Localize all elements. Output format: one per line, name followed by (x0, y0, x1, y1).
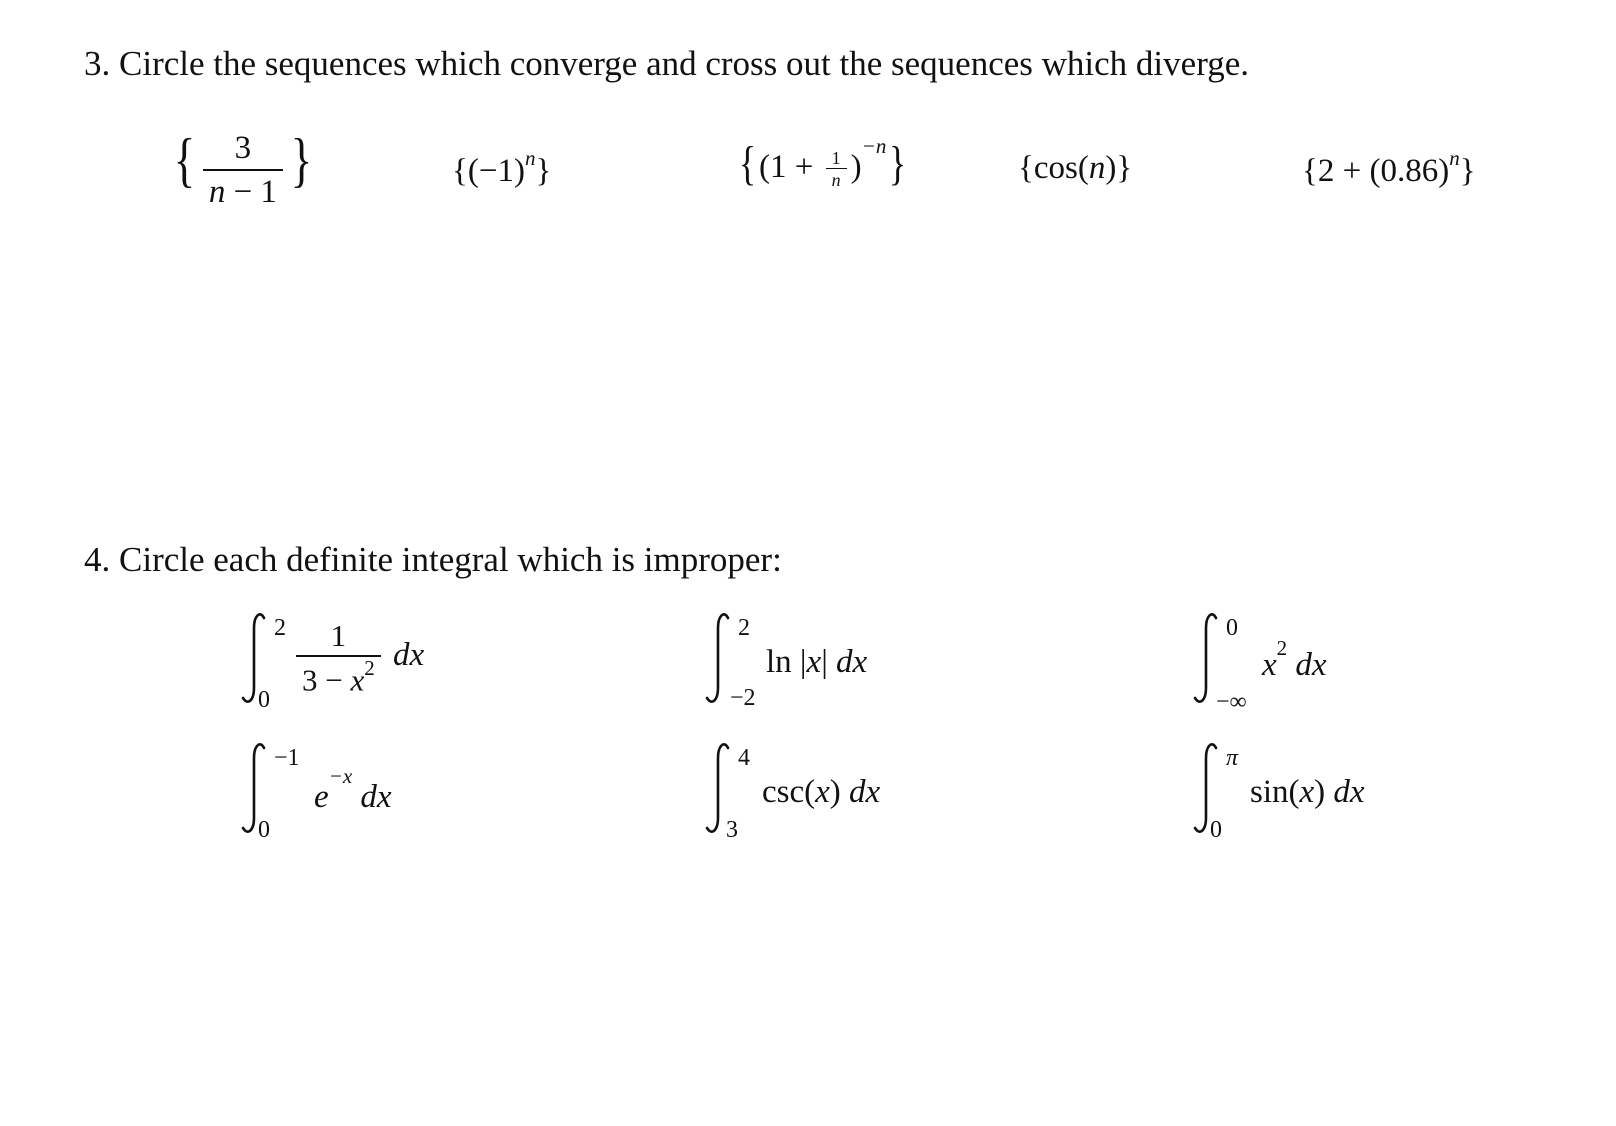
integrand: $x^2$ dx (1262, 636, 1327, 683)
lower-limit: 0 (258, 817, 270, 843)
sequence-4[interactable]: {cos(n)} (1018, 150, 1133, 186)
integrand: $e^{-x}$ dx (314, 764, 392, 815)
lower-limit: 0 (1210, 817, 1222, 843)
sequence-5[interactable]: $\{2 + (0.86)^n\}$ (1302, 146, 1476, 189)
integral-3[interactable] (1192, 612, 1372, 722)
integral-6[interactable] (1192, 742, 1412, 852)
question-4-text: 4. Circle each definite integral which is improper: (84, 540, 782, 579)
integral-2[interactable] (704, 612, 924, 722)
integrand: csc(x) dx (762, 774, 881, 810)
integral-5[interactable] (704, 742, 924, 852)
upper-limit: π (1226, 745, 1239, 771)
upper-limit: 4 (738, 745, 750, 771)
integral-sign-icon (704, 612, 732, 704)
fraction: $\frac{3}{n - 1}$ (203, 132, 283, 209)
sequence-3[interactable]: {(1 + $\frac{1}{n}$ )$^{-n}$} (738, 134, 907, 191)
integral-1[interactable] (240, 612, 460, 722)
sequence-2[interactable]: $\{(-1)^n\}$ (452, 146, 552, 189)
lower-limit: 0 (258, 687, 270, 713)
integrand: sin(x) dx (1250, 774, 1365, 810)
upper-limit: 2 (738, 615, 750, 641)
integral-4[interactable] (240, 742, 440, 852)
integrand: ln |x| dx (766, 644, 868, 680)
upper-limit: 0 (1226, 615, 1238, 641)
fraction: $\frac{1}{3 - x^2}$ (296, 620, 381, 695)
upper-limit: 2 (274, 615, 286, 641)
lower-limit: −2 (730, 685, 756, 711)
question-3-text: 3. Circle the sequences which converge and cross out the sequences which diverge. (84, 44, 1249, 83)
lower-limit: 3 (726, 817, 738, 843)
upper-limit: −1 (274, 745, 300, 771)
fraction: $\frac{1}{n}$ (826, 149, 847, 189)
integrand: $\frac{1}{3 - x^2}$ dx (292, 620, 424, 695)
sequence-1[interactable]: { $\frac{3}{n - 1}$ } (173, 127, 313, 210)
lower-limit: −∞ (1216, 689, 1247, 715)
